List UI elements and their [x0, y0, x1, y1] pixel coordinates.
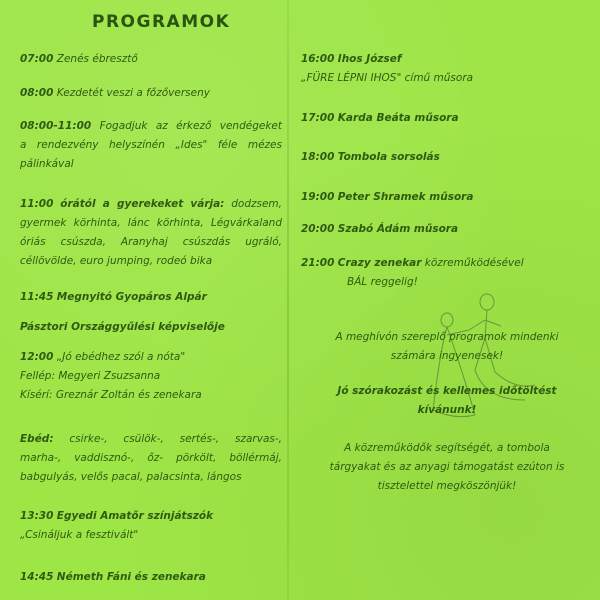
- program-item: 11:00 órától a gyerekeket várja: dodzsem, gyermek körhinta, lánc körhinta, Légvárkaland óriás csúszda, Aranyhaj csúszdás ugráló, céllövölde, euro jumping, rodeó bika: [20, 198, 282, 267]
- thanks-note: A közreműködők segítségét, a tombola tárgyakat és az anyagi támogatást ezúton is tisztelettel megköszönjük!: [329, 442, 565, 492]
- program-item: 12:00 „Jó ebédhez szól a nóta" Fellép: Megyeri Zsuzsanna Kísérí: Greznár Zoltán és zenekara: [20, 351, 202, 401]
- wish-note: Jó szórakozást és kellemes időtöltést kívánunk!: [337, 385, 557, 416]
- program-item: 18:00 Tombola sorsolás: [301, 151, 440, 163]
- program-item: 17:00 Karda Beáta műsora: [301, 112, 459, 124]
- program-item: 21:00 Crazy zenekar közreműködésével BÁL reggelig!: [301, 257, 524, 288]
- program-item: 20:00 Szabó Ádám műsora: [301, 223, 459, 235]
- page-title: PROGRAMOK: [92, 12, 231, 32]
- program-item: 07:00 Zenés ébresztő: [20, 53, 138, 65]
- program-item: Pásztori Országgyűlési képviselője: [20, 321, 225, 333]
- program-item: Ebéd: csirke-, csülök-, sertés-, szarvas-, marha-, vaddisznó-, őz- pörkölt, böllérmáj, babgulyás, velős pacal, palacsinta, lángos: [20, 433, 282, 483]
- program-item: 14:45 Németh Fáni és zenekara: [20, 571, 206, 583]
- program-item: 08:00-11:00 Fogadjuk az érkező vendégeket a rendezvény helyszínén „Ides" féle mézes pálinkával: [20, 120, 282, 170]
- program-item: 19:00 Peter Shramek műsora: [301, 191, 474, 203]
- program-item: 13:30 Egyedi Amatőr színjátszók „Csináljuk a fesztivált": [20, 510, 214, 541]
- program-item: 08:00 Kezdetét veszi a főzőverseny: [20, 87, 210, 99]
- program-item: 16:00 Ihos József „FÜRE LÉPNI IHOS" című műsora: [301, 53, 474, 84]
- free-programs-note: A meghívón szereplő programok mindenki számára ingyenesek!: [335, 331, 559, 362]
- program-item: 11:45 Megnyitó Gyopáros Alpár: [20, 291, 207, 303]
- paper-fold: [287, 0, 289, 600]
